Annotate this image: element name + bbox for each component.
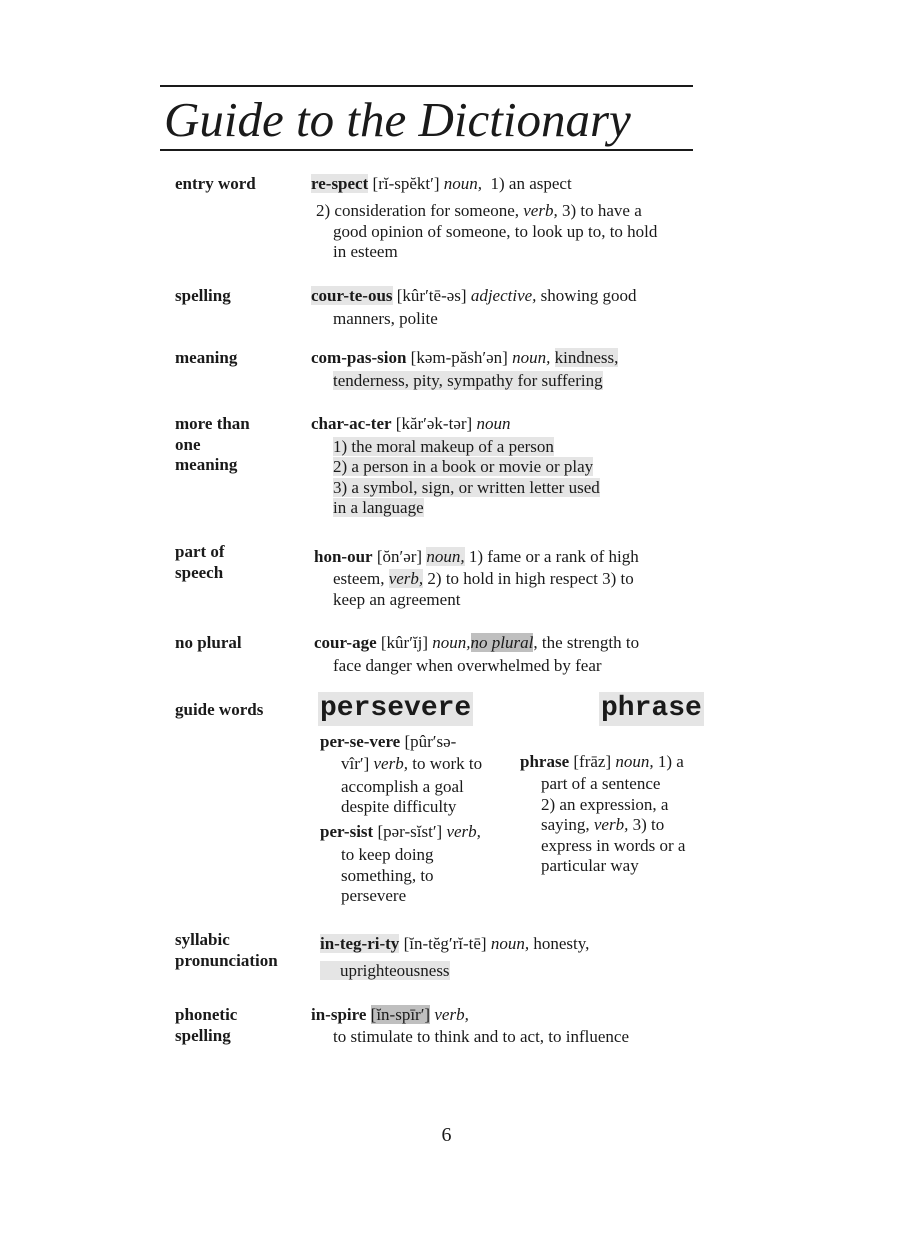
sense-text: 3) a symbol, sign, or written letter used [333,478,600,497]
entry-honour-line2 [333,568,634,589]
definition: 1) a [657,752,684,771]
entry-persist-line: persevere [341,886,407,905]
headword: in-teg-ri-ty [320,934,400,953]
pronunciation: vîr′] [341,754,370,773]
definition: 1) fame or a rank of high [468,547,639,566]
definition: 2) to hold in high respect 3) to [427,569,634,588]
pronunciation: [pər-sĭst′] [377,822,443,841]
headword: per-sist [320,822,374,841]
guide-word-last: phrase [601,693,702,724]
pronunciation: [kăr′ək-tər] [395,414,473,433]
part-of-speech: verb, [523,201,558,220]
definition: tenderness, pity, sympathy for suffering [333,371,603,390]
pronunciation: [kəm-păsh′ən] [410,348,508,367]
page-number: 6 [441,1124,452,1146]
entry-persist-line: to keep doing [341,845,434,864]
definition: honesty, [533,934,590,953]
part-of-speech: noun, [490,934,530,953]
entry-character-sense [333,456,593,477]
definition: to work to [412,754,483,773]
entry-persist-line: something, to [341,866,434,885]
entry-character-sense [333,436,554,457]
entry-honour-line3: keep an agreement [333,590,461,609]
label-no-plural: no plural [175,633,242,652]
part-of-speech: verb, [593,815,629,834]
headword: phrase [520,752,570,771]
pronunciation: [ĭn-spīr′] [370,1005,431,1024]
entry-inspire-line1 [311,1004,469,1025]
entry-courteous-line2: manners, polite [333,309,438,328]
entry-respect-line2 [316,200,642,221]
entry-persevere-line: accomplish a goal [341,777,464,796]
entry-honour-line1 [314,546,639,567]
plural-note: no plural [470,633,534,652]
pronunciation: [rĭ-spĕkt′] [372,174,440,193]
part-of-speech: noun, [512,348,551,367]
sense-text: 1) the moral makeup of a person [333,437,554,456]
headword: re-spect [311,174,369,193]
part-of-speech: verb, [434,1005,469,1024]
definition: , the strength to [533,633,640,652]
entry-persevere-line2 [341,753,482,774]
part-of-speech: noun, [443,174,483,193]
pronunciation: [kûr′tē-əs] [396,286,467,305]
entry-respect-line4: in esteem [333,242,398,261]
label-line: speech [175,562,224,582]
headword: hon-our [314,547,373,566]
definition: showing good [540,286,637,305]
label-guide-words: guide words [175,700,264,719]
entry-persist-line1 [320,821,481,842]
label-spelling: spelling [175,286,231,305]
part-of-speech: noun, [432,633,471,652]
label-line: more than [175,414,250,433]
part-of-speech: verb, [446,822,481,841]
label-meaning: meaning [175,348,238,367]
definition: 1) an aspect [490,174,572,193]
headword: cour-age [314,633,377,652]
pronunciation: [frāz] [573,752,612,771]
entry-phrase-line3: 2) an expression, a [541,795,669,814]
label-line: meaning [175,455,238,474]
entry-respect-line1 [311,173,572,194]
entry-inspire-line2: to stimulate to think and to act, to influence [333,1027,630,1046]
entry-character-sense [333,477,600,498]
part-of-speech: verb, [373,754,408,773]
headword: per-se-vere [320,732,401,751]
entry-phrase-line4 [541,814,664,835]
entry-integrity-line2 [320,960,450,981]
pronunciation: [ŏn′ər] [376,547,423,566]
entry-character-line1 [311,413,510,434]
label-line: phonetic [175,1005,238,1024]
label-part-of-speech [175,542,225,583]
label-line: part of [175,542,225,561]
definition: esteem, [333,569,385,588]
entry-phrase-line2: part of a sentence [541,774,661,793]
definition: uprighteousness [320,961,450,980]
part-of-speech: noun, [426,547,465,566]
label-line: spelling [175,1025,231,1045]
pronunciation: [pûr′sə- [404,732,457,751]
part-of-speech: adjective, [470,286,537,305]
sense-text: in a language [333,498,424,517]
entry-respect-line3: good opinion of someone, to look up to, to hold [333,222,658,241]
sense-text: 2) a person in a book or movie or play [333,457,594,476]
label-syllabic-pronunciation [175,930,278,971]
entry-phrase-line: express in words or a [541,836,686,855]
label-phonetic-spelling [175,1005,237,1046]
pronunciation: [kûr′ĭj] [380,633,429,652]
entry-courage-line2: face danger when overwhelmed by fear [333,656,602,675]
definition: 3) to [632,815,665,834]
entry-courage-line1 [314,632,639,653]
entry-integrity-line1 [320,933,589,954]
part-of-speech: noun [476,414,511,433]
headword: char-ac-ter [311,414,392,433]
label-line: pronunciation [175,950,278,970]
guide-word-first: persevere [320,693,472,724]
part-of-speech: noun, [615,752,654,771]
label-more-than-one-meaning [175,414,250,476]
entry-compassion-line1 [311,347,618,368]
entry-phrase-line: particular way [541,856,639,875]
page-title: Guide to the Dictionary [164,92,631,147]
definition: 3) to have a [561,201,642,220]
entry-compassion-line2 [333,370,603,391]
label-line: one [175,434,201,454]
definition: saying, [541,815,590,834]
definition: kindness, [554,348,619,367]
entry-phrase-line1 [520,751,684,772]
headword: cour-te-ous [311,286,393,305]
entry-persevere-line1 [320,731,456,752]
title-block [160,85,693,151]
headword: com-pas-sion [311,348,407,367]
part-of-speech: verb, [388,569,424,588]
pronunciation: [ĭn-tĕg′rĭ-tē] [403,934,487,953]
headword: in-spire [311,1005,367,1024]
entry-persevere-line: despite difficulty [341,797,457,816]
definition: 2) consideration for someone, [316,201,519,220]
label-line: syllabic [175,930,230,949]
entry-character-sense [333,497,424,518]
entry-courteous-line1 [311,285,637,306]
label-entry-word: entry word [175,174,256,193]
